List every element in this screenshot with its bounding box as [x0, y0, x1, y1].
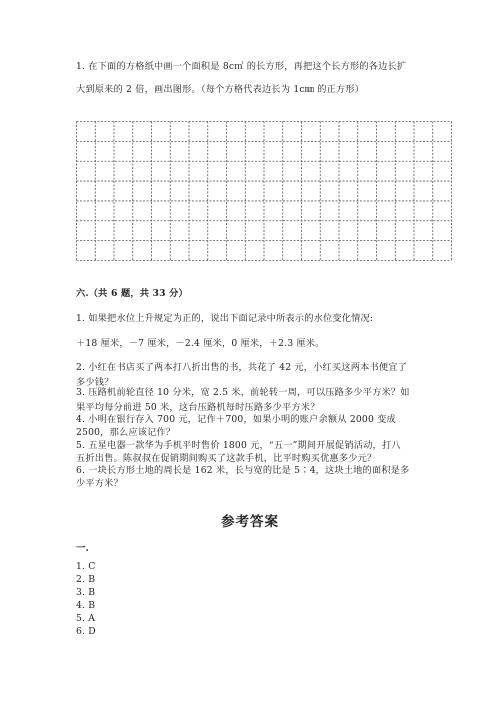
answer-item: 2. B: [76, 574, 96, 585]
answer-section-one-heading: 一.: [76, 543, 89, 554]
section-6-question-1: 1. 如果把水位上升规定为正的，说出下面记录中所表示的水位变化情况:: [76, 313, 374, 324]
section-6-line: 果平均每分前进 50 米，这台压路机每时压路多少平方米？: [76, 402, 320, 413]
answer-key-title: 参考答案: [221, 514, 279, 530]
section-6-line: 6. 一块长方形土地的周长是 162 米，长与宽的比是 5∶4，这块土地的面积是多: [76, 465, 410, 476]
answer-item: 4. B: [76, 600, 96, 611]
section-6-line: 5. 五星电器一款华为手机平时售价 1800 元，“五一”期间开展促销活动，打八: [76, 440, 401, 451]
section-6-line: 4. 小明在银行存入 700 元，记作＋700，如果小明的账户余额从 2000 变成: [76, 414, 396, 425]
section-6-line: 2. 小红在书店买了两本打八折出售的书，共花了 42 元，小红买这两本书便宜了: [76, 362, 408, 373]
section-6-line: 五折出售。陈叔叔在促销期间购买了这款手机，比平时购买优惠多少元？: [76, 453, 377, 464]
answer-item: 1. C: [76, 561, 96, 572]
answer-item: 3. B: [76, 587, 96, 598]
section-6-line: 多少钱？: [76, 377, 114, 388]
section-6-heading: 六.（共 6 题，共 33 分）: [76, 288, 188, 299]
answer-item: 6. D: [76, 626, 96, 637]
answer-item: 5. A: [76, 613, 96, 624]
question-1-line-2: 大到原来的 2 倍，画出图形。（每个方格代表边长为 1c㎜ 的正方形）: [76, 84, 365, 95]
question-1-line-1: 1. 在下面的方格纸中画一个面积是 8c㎡ 的长方形，再把这个长方形的各边长扩: [76, 61, 407, 72]
square-grid-paper: [76, 121, 452, 261]
section-6-line: 2500，那么应该记作？: [76, 427, 176, 438]
section-6-question-1-values: ＋18 厘米，－7 厘米，－2.4 厘米，0 厘米，＋2.3 厘米。: [76, 338, 325, 349]
section-6-line: 3. 压路机前轮直径 10 分米，宽 2.5 米，前轮转一周，可以压路多少平方米？如: [76, 387, 410, 398]
section-6-line: 少平方米？: [76, 478, 123, 489]
